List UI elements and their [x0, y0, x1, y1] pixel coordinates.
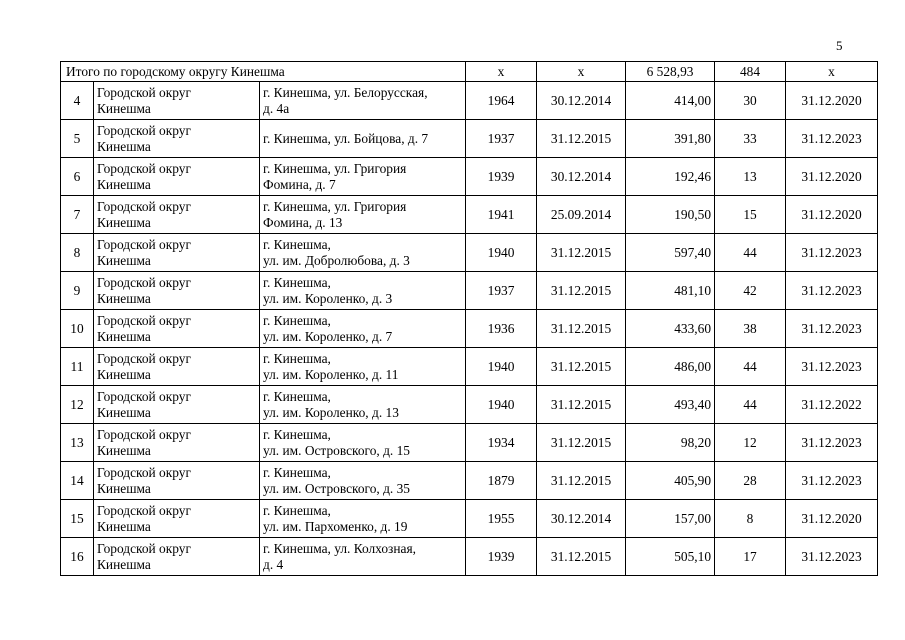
total-residents: 484: [715, 62, 786, 82]
residents-cell: 44: [715, 234, 786, 272]
municipality-line: Кинешма: [97, 138, 151, 154]
table-row: [61, 462, 878, 500]
municipality-cell: [94, 234, 260, 272]
municipality-line: Кинешма: [97, 176, 151, 192]
row-number: 4: [61, 82, 94, 120]
area-cell: 157,00: [626, 500, 715, 538]
total-year: x: [466, 62, 537, 82]
address-line: г. Кинешма,: [263, 426, 331, 442]
residents-cell: 44: [715, 348, 786, 386]
address-line: г. Кинешма, ул. Григория: [263, 198, 407, 214]
address-cell: [260, 120, 466, 158]
year-cell: 1937: [466, 272, 537, 310]
municipality-line: Кинешма: [97, 366, 151, 382]
residents-cell: 42: [715, 272, 786, 310]
deadline-cell: 31.12.2023: [786, 234, 878, 272]
address-cell: [260, 234, 466, 272]
year-cell: 1939: [466, 158, 537, 196]
date-cell: 30.12.2014: [537, 82, 626, 120]
address-line: г. Кинешма, ул. Колхозная,: [263, 540, 416, 556]
table-row: [61, 82, 878, 120]
date-cell: 31.12.2015: [537, 386, 626, 424]
municipality-cell: [94, 424, 260, 462]
address-line: г. Кинешма, ул. Бойцова, д. 7: [263, 130, 429, 146]
address-cell: [260, 272, 466, 310]
address-line: г. Кинешма,: [263, 350, 331, 366]
row-number: 9: [61, 272, 94, 310]
address-cell: [260, 310, 466, 348]
total-label: Итого по городскому округу Кинешма: [61, 62, 466, 82]
table-row: [61, 386, 878, 424]
deadline-cell: 31.12.2020: [786, 500, 878, 538]
row-number: 6: [61, 158, 94, 196]
municipality-cell: [94, 82, 260, 120]
address-line: г. Кинешма,: [263, 274, 331, 290]
municipality-line: Городской округ: [97, 84, 191, 100]
area-cell: 433,60: [626, 310, 715, 348]
residents-cell: 13: [715, 158, 786, 196]
row-number: 16: [61, 538, 94, 576]
row-number: 15: [61, 500, 94, 538]
municipality-line: Городской округ: [97, 388, 191, 404]
deadline-cell: 31.12.2023: [786, 462, 878, 500]
municipality-line: Городской округ: [97, 502, 191, 518]
residents-cell: 17: [715, 538, 786, 576]
table-row: [61, 120, 878, 158]
date-cell: 25.09.2014: [537, 196, 626, 234]
municipality-line: Городской округ: [97, 160, 191, 176]
date-cell: 31.12.2015: [537, 120, 626, 158]
deadline-cell: 31.12.2022: [786, 386, 878, 424]
total-date: x: [537, 62, 626, 82]
year-cell: 1940: [466, 348, 537, 386]
row-number: 11: [61, 348, 94, 386]
deadline-cell: 31.12.2023: [786, 310, 878, 348]
year-cell: 1879: [466, 462, 537, 500]
address-line: г. Кинешма,: [263, 388, 331, 404]
residents-cell: 44: [715, 386, 786, 424]
municipality-line: Городской округ: [97, 350, 191, 366]
address-line: ул. им. Островского, д. 15: [263, 442, 410, 458]
deadline-cell: 31.12.2020: [786, 196, 878, 234]
municipality-cell: [94, 120, 260, 158]
address-line: г. Кинешма, ул. Белорусская,: [263, 84, 428, 100]
deadline-cell: 31.12.2023: [786, 424, 878, 462]
deadline-cell: 31.12.2023: [786, 348, 878, 386]
table-row: [61, 234, 878, 272]
deadline-cell: 31.12.2023: [786, 272, 878, 310]
area-cell: 493,40: [626, 386, 715, 424]
municipality-cell: [94, 500, 260, 538]
residents-cell: 28: [715, 462, 786, 500]
table-row: [61, 538, 878, 576]
year-cell: 1936: [466, 310, 537, 348]
municipality-line: Городской округ: [97, 122, 191, 138]
date-cell: 31.12.2015: [537, 348, 626, 386]
date-cell: 30.12.2014: [537, 500, 626, 538]
municipality-line: Городской округ: [97, 540, 191, 556]
municipality-line: Городской округ: [97, 274, 191, 290]
address-line: г. Кинешма,: [263, 236, 331, 252]
municipality-line: Кинешма: [97, 214, 151, 230]
date-cell: 31.12.2015: [537, 462, 626, 500]
row-number: 13: [61, 424, 94, 462]
address-line: ул. им. Пархоменко, д. 19: [263, 518, 408, 534]
date-cell: 31.12.2015: [537, 424, 626, 462]
address-cell: [260, 82, 466, 120]
address-cell: [260, 158, 466, 196]
municipality-line: Кинешма: [97, 518, 151, 534]
residents-cell: 33: [715, 120, 786, 158]
address-line: ул. им. Островского, д. 35: [263, 480, 410, 496]
address-line: ул. им. Короленко, д. 13: [263, 404, 399, 420]
address-cell: [260, 348, 466, 386]
address-cell: [260, 462, 466, 500]
housing-registry-table: [60, 61, 878, 576]
address-line: ул. им. Короленко, д. 11: [263, 366, 399, 382]
address-line: д. 4: [263, 556, 284, 572]
table-row: [61, 348, 878, 386]
address-cell: [260, 386, 466, 424]
municipality-cell: [94, 386, 260, 424]
row-number: 5: [61, 120, 94, 158]
residents-cell: 15: [715, 196, 786, 234]
residents-cell: 12: [715, 424, 786, 462]
year-cell: 1955: [466, 500, 537, 538]
address-line: г. Кинешма,: [263, 464, 331, 480]
year-cell: 1940: [466, 386, 537, 424]
municipality-line: Кинешма: [97, 290, 151, 306]
address-cell: [260, 196, 466, 234]
residents-cell: 30: [715, 82, 786, 120]
total-row: [61, 62, 878, 82]
year-cell: 1937: [466, 120, 537, 158]
residents-cell: 8: [715, 500, 786, 538]
municipality-cell: [94, 538, 260, 576]
deadline-cell: 31.12.2020: [786, 82, 878, 120]
address-line: ул. им. Короленко, д. 3: [263, 290, 393, 306]
date-cell: 30.12.2014: [537, 158, 626, 196]
municipality-cell: [94, 196, 260, 234]
year-cell: 1941: [466, 196, 537, 234]
municipality-line: Городской округ: [97, 464, 191, 480]
municipality-line: Кинешма: [97, 252, 151, 268]
row-number: 14: [61, 462, 94, 500]
year-cell: 1939: [466, 538, 537, 576]
row-number: 7: [61, 196, 94, 234]
total-deadline: x: [786, 62, 878, 82]
address-line: Фомина, д. 7: [263, 176, 336, 192]
municipality-line: Кинешма: [97, 328, 151, 344]
date-cell: 31.12.2015: [537, 538, 626, 576]
municipality-line: Кинешма: [97, 442, 151, 458]
area-cell: 190,50: [626, 196, 715, 234]
address-cell: [260, 538, 466, 576]
row-number: 10: [61, 310, 94, 348]
area-cell: 505,10: [626, 538, 715, 576]
total-area: 6 528,93: [626, 62, 715, 82]
municipality-line: Городской округ: [97, 312, 191, 328]
date-cell: 31.12.2015: [537, 234, 626, 272]
row-number: 12: [61, 386, 94, 424]
municipality-cell: [94, 462, 260, 500]
area-cell: 414,00: [626, 82, 715, 120]
deadline-cell: 31.12.2023: [786, 538, 878, 576]
area-cell: 481,10: [626, 272, 715, 310]
municipality-cell: [94, 348, 260, 386]
area-cell: 486,00: [626, 348, 715, 386]
municipality-line: Городской округ: [97, 198, 191, 214]
municipality-line: Городской округ: [97, 426, 191, 442]
table-row: [61, 158, 878, 196]
table-row: [61, 310, 878, 348]
date-cell: 31.12.2015: [537, 310, 626, 348]
address-line: ул. им. Добролюбова, д. 3: [263, 252, 410, 268]
area-cell: 98,20: [626, 424, 715, 462]
deadline-cell: 31.12.2020: [786, 158, 878, 196]
municipality-cell: [94, 272, 260, 310]
municipality-line: Кинешма: [97, 556, 151, 572]
table-row: [61, 500, 878, 538]
address-line: г. Кинешма,: [263, 502, 331, 518]
year-cell: 1964: [466, 82, 537, 120]
page-number: 5: [836, 38, 843, 53]
table-row: [61, 424, 878, 462]
area-cell: 192,46: [626, 158, 715, 196]
municipality-cell: [94, 310, 260, 348]
address-line: г. Кинешма, ул. Григория: [263, 160, 407, 176]
deadline-cell: 31.12.2023: [786, 120, 878, 158]
address-cell: [260, 424, 466, 462]
address-line: д. 4а: [263, 100, 290, 116]
table-row: [61, 272, 878, 310]
area-cell: 391,80: [626, 120, 715, 158]
date-cell: 31.12.2015: [537, 272, 626, 310]
residents-cell: 38: [715, 310, 786, 348]
address-cell: [260, 500, 466, 538]
table-body: [61, 62, 878, 576]
area-cell: 597,40: [626, 234, 715, 272]
area-cell: 405,90: [626, 462, 715, 500]
municipality-line: Кинешма: [97, 100, 151, 116]
address-line: г. Кинешма,: [263, 312, 331, 328]
municipality-line: Кинешма: [97, 480, 151, 496]
year-cell: 1940: [466, 234, 537, 272]
municipality-line: Кинешма: [97, 404, 151, 420]
municipality-line: Городской округ: [97, 236, 191, 252]
address-line: ул. им. Короленко, д. 7: [263, 328, 393, 344]
table-row: [61, 196, 878, 234]
row-number: 8: [61, 234, 94, 272]
municipality-cell: [94, 158, 260, 196]
year-cell: 1934: [466, 424, 537, 462]
address-line: Фомина, д. 13: [263, 214, 343, 230]
